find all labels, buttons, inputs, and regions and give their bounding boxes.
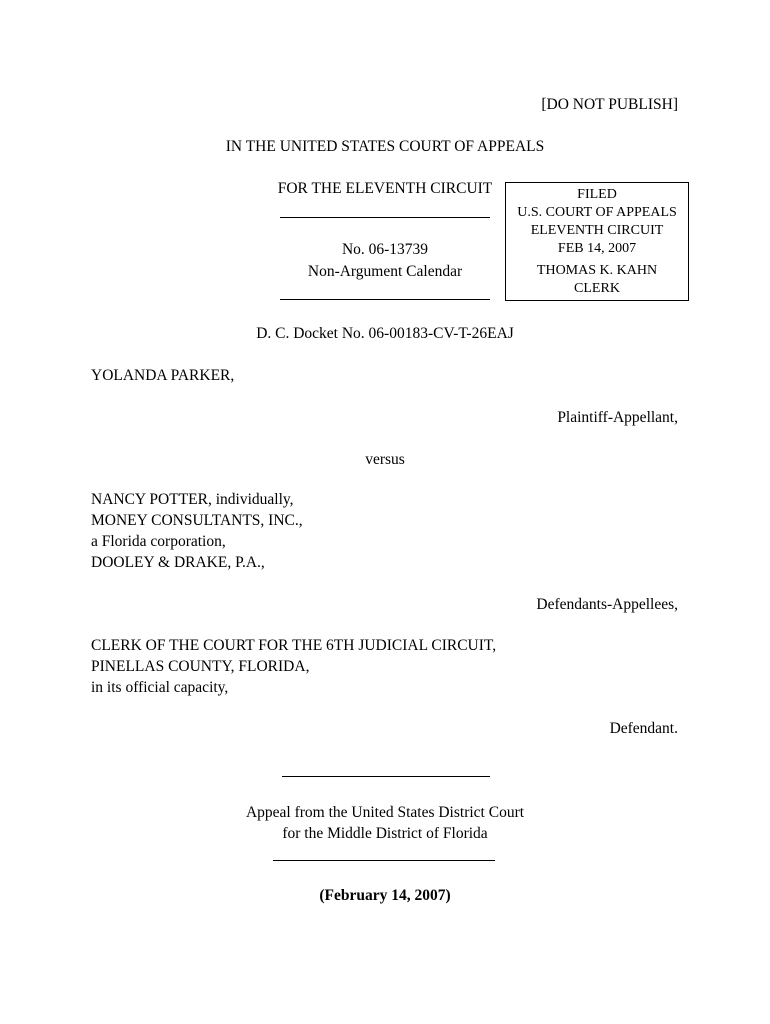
filed-stamp-line: ELEVENTH CIRCUIT [530,223,664,238]
filed-stamp [505,182,689,301]
divider-rule [273,860,495,861]
filed-stamp-line: FILED [577,187,617,202]
divider-rule [280,217,490,218]
defendant2-line: CLERK OF THE COURT FOR THE 6TH JUDICIAL CIRCUIT, [91,637,497,654]
filed-stamp-date: FEB 14, 2007 [557,241,637,256]
decision-date: (February 14, 2007) [319,887,451,904]
case-number: No. 06-13739 [341,241,429,258]
defendant2-line: in its official capacity, [91,679,229,696]
defendant-line: NANCY POTTER, individually, [91,491,294,508]
defendant2-role: Defendant. [609,720,678,737]
plaintiff-role: Plaintiff-Appellant, [557,409,678,426]
defendant-line: a Florida corporation, [91,533,226,550]
defendants-role: Defendants-Appellees, [536,596,678,613]
court-title: IN THE UNITED STATES COURT OF APPEALS [225,138,545,155]
circuit-title: FOR THE ELEVENTH CIRCUIT [277,180,493,197]
divider-rule [282,776,490,777]
appeal-origin: Appeal from the United States District Court [245,804,525,821]
versus-label: versus [365,451,405,468]
defendant-line: DOOLEY & DRAKE, P.A., [91,554,265,571]
filed-stamp-line: THOMAS K. KAHN [536,263,658,278]
defendant-line: MONEY CONSULTANTS, INC., [91,512,303,529]
plaintiff-name: YOLANDA PARKER, [91,367,235,384]
filed-stamp-line: CLERK [574,281,620,296]
defendant2-line: PINELLAS COUNTY, FLORIDA, [91,658,310,675]
publish-notice: [DO NOT PUBLISH] [541,96,678,113]
calendar-type: Non-Argument Calendar [307,263,463,280]
divider-rule [280,299,490,300]
filed-stamp-line: U.S. COURT OF APPEALS [517,205,677,220]
appeal-district: for the Middle District of Florida [282,825,488,842]
docket-number: D. C. Docket No. 06-00183-CV-T-26EAJ [256,325,514,342]
